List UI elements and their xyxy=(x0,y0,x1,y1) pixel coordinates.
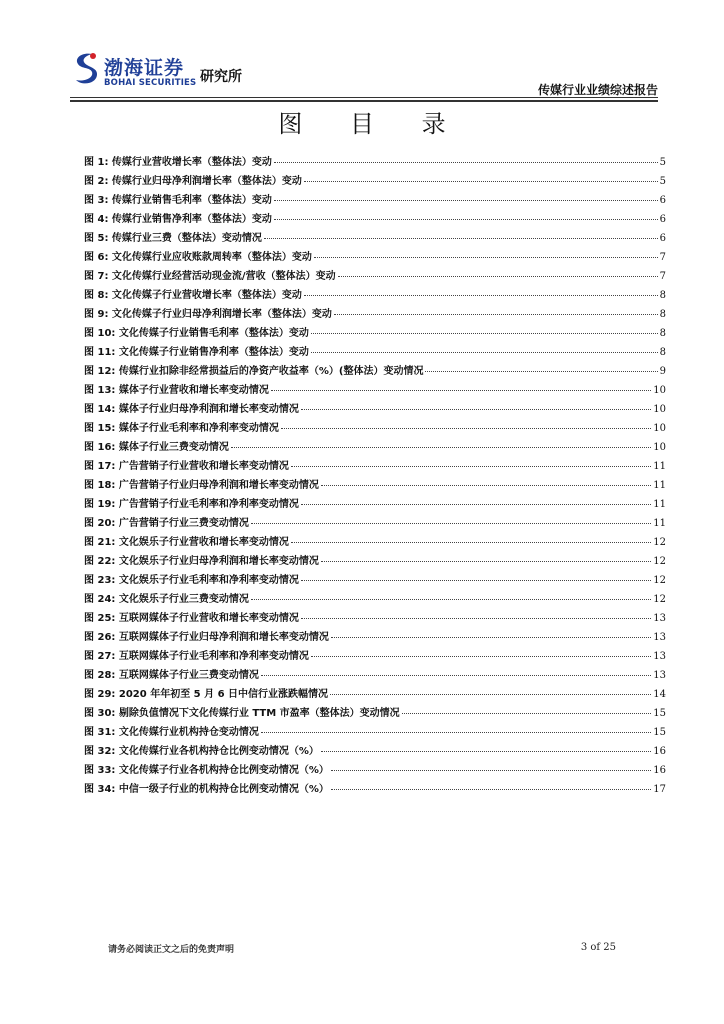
toc-entry-page: 8 xyxy=(659,328,666,339)
toc-dot-leader xyxy=(261,732,651,733)
toc-entry-label: 图 23: 文化娱乐子行业毛利率和净利率变动情况 xyxy=(84,575,299,586)
toc-dot-leader xyxy=(274,200,658,201)
toc-dot-leader xyxy=(334,314,658,315)
toc-dot-leader xyxy=(330,694,651,695)
toc-entry-label: 图 6: 文化传媒行业应收账款周转率（整体法）变动 xyxy=(84,252,312,263)
logo-chinese-name: 渤海证券 xyxy=(104,57,185,79)
toc-entry[interactable] xyxy=(84,362,666,381)
header-divider-thin xyxy=(70,97,658,98)
toc-entry-page: 11 xyxy=(653,461,666,472)
toc-dot-leader xyxy=(301,409,651,410)
toc-dot-leader xyxy=(425,371,657,372)
toc-entry-page: 6 xyxy=(659,195,666,206)
toc-entry-page: 10 xyxy=(653,385,666,396)
toc-entry-label: 图 16: 媒体子行业三费变动情况 xyxy=(84,442,229,453)
toc-title: 图 目 录 xyxy=(278,110,466,138)
toc-entry[interactable] xyxy=(84,609,666,628)
toc-entry-page: 6 xyxy=(659,233,666,244)
toc-entry[interactable] xyxy=(84,210,666,229)
toc-dot-leader xyxy=(402,713,652,714)
toc-dot-leader xyxy=(311,656,651,657)
toc-entry-label: 图 12: 传媒行业扣除非经常损益后的净资产收益率（%）(整体法）变动情况 xyxy=(84,366,424,377)
toc-entry-page: 7 xyxy=(659,271,666,282)
toc-entry-label: 图 14: 媒体子行业归母净利润和增长率变动情况 xyxy=(84,404,299,415)
toc-entry-label: 图 29: 2020 年年初至 5 月 6 日中信行业涨跌幅情况 xyxy=(84,689,329,700)
toc-entry[interactable] xyxy=(84,742,666,761)
toc-entry-page: 10 xyxy=(653,442,666,453)
toc-entry[interactable] xyxy=(84,305,666,324)
toc-dot-leader xyxy=(301,618,651,619)
toc-entry-label: 图 33: 文化传媒子行业各机构持仓比例变动情况（%） xyxy=(84,765,329,776)
toc-entry-page: 11 xyxy=(653,499,666,510)
bohai-logo-mark-icon xyxy=(70,50,100,90)
toc-entry-label: 图 21: 文化娱乐子行业营收和增长率变动情况 xyxy=(84,537,289,548)
toc-entry[interactable] xyxy=(84,476,666,495)
toc-entry-label: 图 32: 文化传媒行业各机构持仓比例变动情况（%） xyxy=(84,746,319,757)
toc-entry-label: 图 2: 传媒行业归母净利润增长率（整体法）变动 xyxy=(84,176,302,187)
toc-dot-leader xyxy=(314,257,658,258)
toc-entry-page: 16 xyxy=(653,765,666,776)
toc-entry-page: 13 xyxy=(653,670,666,681)
toc-entry-page: 13 xyxy=(653,613,666,624)
toc-entry[interactable] xyxy=(84,590,666,609)
toc-dot-leader xyxy=(321,751,651,752)
toc-dot-leader xyxy=(251,523,651,524)
toc-dot-leader xyxy=(274,219,658,220)
toc-entry[interactable] xyxy=(84,286,666,305)
toc-entry-label: 图 11: 文化传媒子行业销售净利率（整体法）变动 xyxy=(84,347,309,358)
toc-entry-page: 12 xyxy=(653,575,666,586)
toc-entry-label: 图 10: 文化传媒子行业销售毛利率（整体法）变动 xyxy=(84,328,309,339)
toc-entry[interactable] xyxy=(84,172,666,191)
toc-entry-label: 图 34: 中信一级子行业的机构持仓比例变动情况（%） xyxy=(84,784,329,795)
toc-entry[interactable] xyxy=(84,666,666,685)
toc-entry-label: 图 9: 文化传媒子行业归母净利润增长率（整体法）变动 xyxy=(84,309,332,320)
toc-entry-page: 5 xyxy=(659,157,666,168)
toc-entry-label: 图 22: 文化娱乐子行业归母净利润和增长率变动情况 xyxy=(84,556,319,567)
toc-entry[interactable] xyxy=(84,191,666,210)
toc-entry[interactable] xyxy=(84,324,666,343)
toc-dot-leader xyxy=(291,466,651,467)
toc-dot-leader xyxy=(321,561,651,562)
toc-dot-leader xyxy=(304,181,658,182)
toc-entry-page: 9 xyxy=(659,366,666,377)
toc-entry-label: 图 25: 互联网媒体子行业营收和增长率变动情况 xyxy=(84,613,299,624)
toc-entry-label: 图 13: 媒体子行业营收和增长率变动情况 xyxy=(84,385,269,396)
toc-entry[interactable] xyxy=(84,533,666,552)
toc-dot-leader xyxy=(304,295,658,296)
toc-dot-leader xyxy=(274,162,658,163)
toc-entry-page: 11 xyxy=(653,518,666,529)
footer-page-indicator: 3 of 25 xyxy=(580,942,616,953)
toc-entry-label: 图 3: 传媒行业销售毛利率（整体法）变动 xyxy=(84,195,272,206)
toc-entry-page: 8 xyxy=(659,290,666,301)
toc-entry[interactable] xyxy=(84,495,666,514)
toc-entry-label: 图 7: 文化传媒行业经营活动现金流/营收（整体法）变动 xyxy=(84,271,336,282)
toc-entry-label: 图 28: 互联网媒体子行业三费变动情况 xyxy=(84,670,259,681)
toc-entry-label: 图 15: 媒体子行业毛利率和净利率变动情况 xyxy=(84,423,279,434)
toc-entry[interactable] xyxy=(84,153,666,172)
toc-entry[interactable] xyxy=(84,514,666,533)
toc-entry-page: 10 xyxy=(653,404,666,415)
toc-dot-leader xyxy=(311,352,658,353)
toc-entry[interactable] xyxy=(84,704,666,723)
toc-entry-page: 11 xyxy=(653,480,666,491)
toc-entry-page: 15 xyxy=(653,727,666,738)
toc-entry-page: 15 xyxy=(653,708,666,719)
toc-dot-leader xyxy=(321,485,651,486)
toc-entry[interactable] xyxy=(84,457,666,476)
toc-dot-leader xyxy=(271,390,651,391)
toc-dot-leader xyxy=(331,789,651,790)
toc-dot-leader xyxy=(301,580,651,581)
toc-entry[interactable] xyxy=(84,248,666,267)
toc-dot-leader xyxy=(331,637,651,638)
bohai-logo xyxy=(70,50,270,96)
figure-toc-list xyxy=(84,153,666,799)
logo-english-name: BOHAI SECURITIES xyxy=(104,78,197,88)
toc-entry-page: 12 xyxy=(653,594,666,605)
toc-entry-label: 图 27: 互联网媒体子行业毛利率和净利率变动情况 xyxy=(84,651,309,662)
toc-entry-label: 图 1: 传媒行业营收增长率（整体法）变动 xyxy=(84,157,272,168)
toc-entry-label: 图 26: 互联网媒体子行业归母净利润和增长率变动情况 xyxy=(84,632,329,643)
toc-entry-page: 8 xyxy=(659,347,666,358)
report-title: 传媒行业业绩综述报告 xyxy=(537,83,658,97)
toc-entry-label: 图 4: 传媒行业销售净利率（整体法）变动 xyxy=(84,214,272,225)
toc-entry-page: 13 xyxy=(653,632,666,643)
toc-entry[interactable] xyxy=(84,343,666,362)
toc-entry-label: 图 19: 广告营销子行业毛利率和净利率变动情况 xyxy=(84,499,299,510)
footer-disclaimer: 请务必阅读正文之后的免责声明 xyxy=(108,945,235,955)
toc-entry-label: 图 18: 广告营销子行业归母净利润和增长率变动情况 xyxy=(84,480,319,491)
toc-dot-leader xyxy=(291,542,651,543)
toc-dot-leader xyxy=(331,770,651,771)
toc-entry-label: 图 30: 剔除负值情况下文化传媒行业 TTM 市盈率（整体法）变动情况 xyxy=(84,708,400,719)
toc-dot-leader xyxy=(251,599,651,600)
toc-entry-page: 14 xyxy=(653,689,666,700)
toc-entry-page: 17 xyxy=(653,784,666,795)
toc-entry-label: 图 31: 文化传媒行业机构持仓变动情况 xyxy=(84,727,259,738)
toc-entry-label: 图 5: 传媒行业三费（整体法）变动情况 xyxy=(84,233,262,244)
toc-entry-page: 12 xyxy=(653,556,666,567)
toc-entry-page: 10 xyxy=(653,423,666,434)
toc-entry-page: 8 xyxy=(659,309,666,320)
toc-entry[interactable] xyxy=(84,267,666,286)
toc-dot-leader xyxy=(231,447,651,448)
toc-entry[interactable] xyxy=(84,761,666,780)
toc-entry-page: 5 xyxy=(659,176,666,187)
toc-entry[interactable] xyxy=(84,628,666,647)
toc-entry[interactable] xyxy=(84,400,666,419)
toc-entry[interactable] xyxy=(84,723,666,742)
toc-entry[interactable] xyxy=(84,780,666,799)
toc-dot-leader xyxy=(264,238,658,239)
toc-entry-label: 图 17: 广告营销子行业营收和增长率变动情况 xyxy=(84,461,289,472)
toc-entry-label: 图 24: 文化娱乐子行业三费变动情况 xyxy=(84,594,249,605)
toc-entry-label: 图 8: 文化传媒子行业营收增长率（整体法）变动 xyxy=(84,290,302,301)
toc-entry[interactable] xyxy=(84,381,666,400)
toc-dot-leader xyxy=(281,428,651,429)
toc-entry-label: 图 20: 广告营销子行业三费变动情况 xyxy=(84,518,249,529)
logo-department: 研究所 xyxy=(200,69,242,85)
toc-dot-leader xyxy=(338,276,658,277)
toc-entry[interactable] xyxy=(84,685,666,704)
toc-entry-page: 13 xyxy=(653,651,666,662)
toc-entry[interactable] xyxy=(84,419,666,438)
toc-entry[interactable] xyxy=(84,552,666,571)
toc-entry[interactable] xyxy=(84,647,666,666)
toc-entry-page: 7 xyxy=(659,252,666,263)
toc-dot-leader xyxy=(311,333,658,334)
toc-entry-page: 12 xyxy=(653,537,666,548)
toc-entry-page: 16 xyxy=(653,746,666,757)
toc-dot-leader xyxy=(301,504,651,505)
header-divider-thick xyxy=(70,100,658,102)
toc-entry[interactable] xyxy=(84,229,666,248)
toc-entry[interactable] xyxy=(84,438,666,457)
toc-dot-leader xyxy=(261,675,651,676)
toc-entry-page: 6 xyxy=(659,214,666,225)
toc-entry[interactable] xyxy=(84,571,666,590)
